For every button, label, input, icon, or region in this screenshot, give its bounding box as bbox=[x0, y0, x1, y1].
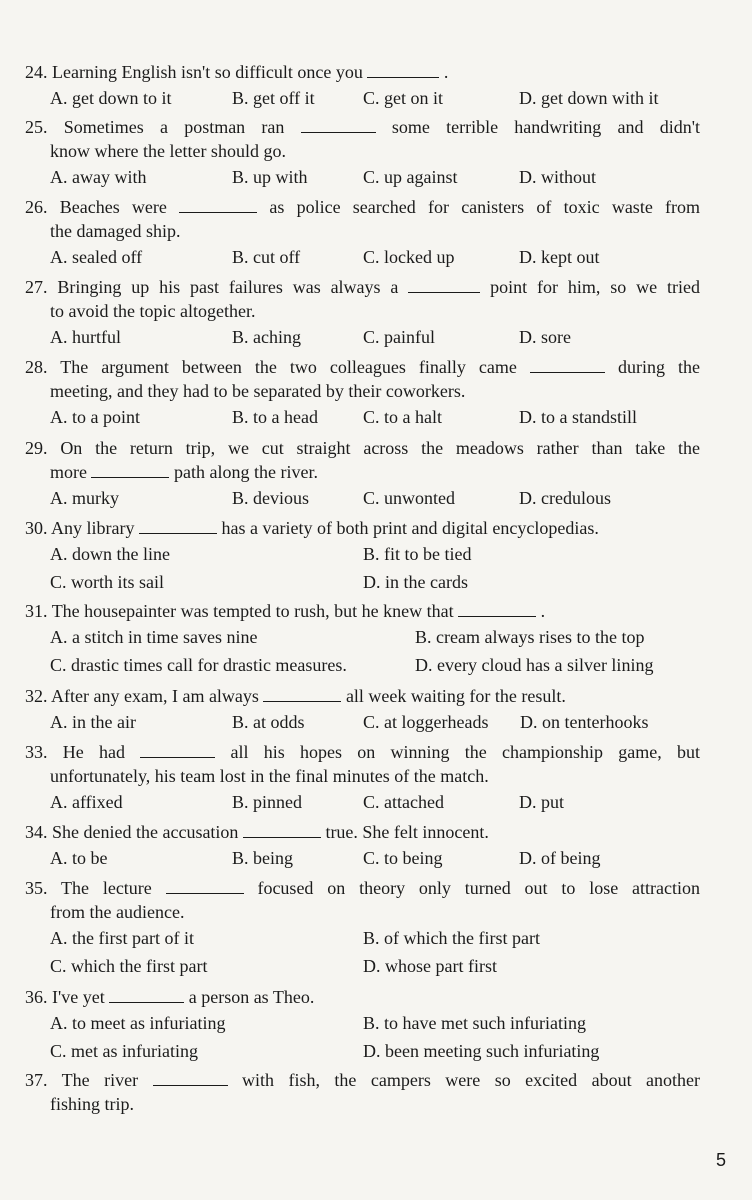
option-a[interactable]: A. the first part of it bbox=[50, 928, 194, 948]
question-text-continued: the damaged ship. bbox=[50, 221, 181, 241]
option-b[interactable]: B. devious bbox=[232, 488, 310, 508]
question-text: Sometimes a postman ran bbox=[63, 117, 285, 137]
question-text: focused on theory only turned out to lose attraction bbox=[257, 878, 700, 898]
option-b[interactable]: B. to a head bbox=[232, 407, 318, 427]
option-d[interactable]: D. get down with it bbox=[519, 88, 659, 108]
question-text: a person as Theo. bbox=[188, 987, 315, 1007]
option-c[interactable]: C. to being bbox=[363, 848, 443, 868]
question-text: The argument between the two colleagues finally came bbox=[60, 357, 517, 377]
question-number: 29. bbox=[25, 438, 48, 458]
option-c[interactable]: C. locked up bbox=[363, 247, 455, 267]
option-a[interactable]: A. to meet as infuriating bbox=[50, 1013, 226, 1033]
option-c[interactable]: C. attached bbox=[363, 792, 444, 812]
option-b[interactable]: B. of which the first part bbox=[363, 928, 540, 948]
question-text: I've yet bbox=[52, 987, 105, 1007]
option-a[interactable]: A. away with bbox=[50, 167, 147, 187]
question-text: The housepainter was tempted to rush, but he knew that bbox=[51, 601, 454, 621]
option-b[interactable]: B. at odds bbox=[232, 712, 305, 732]
option-b[interactable]: B. cream always rises to the top bbox=[415, 627, 645, 647]
option-b[interactable]: B. fit to be tied bbox=[363, 544, 472, 564]
question-29 bbox=[25, 436, 700, 512]
question-text: He had bbox=[62, 742, 125, 762]
question-text: On the return trip, we cut straight across the meadows rather than take the bbox=[60, 438, 701, 458]
question-number: 35. bbox=[25, 878, 48, 898]
question-text-continued: to avoid the topic altogether. bbox=[50, 301, 256, 321]
option-d[interactable]: D. in the cards bbox=[363, 572, 468, 592]
answer-blank[interactable] bbox=[166, 879, 244, 894]
option-a[interactable]: A. affixed bbox=[50, 792, 123, 812]
question-text-continued: path along the river. bbox=[173, 462, 318, 482]
option-a[interactable]: A. a stitch in time saves nine bbox=[50, 627, 258, 647]
option-a[interactable]: A. to be bbox=[50, 848, 108, 868]
question-text: Learning English isn't so difficult once you bbox=[52, 62, 363, 82]
answer-blank[interactable] bbox=[243, 823, 321, 838]
option-b[interactable]: B. being bbox=[232, 848, 293, 868]
question-number: 27. bbox=[25, 277, 48, 297]
option-d[interactable]: D. without bbox=[519, 167, 597, 187]
question-text: with fish, the campers were so excited about another bbox=[242, 1070, 701, 1090]
question-text: Bringing up his past failures was always a bbox=[57, 277, 399, 297]
question-24 bbox=[25, 60, 700, 112]
option-d[interactable]: D. whose part first bbox=[363, 956, 497, 976]
option-c[interactable]: C. met as infuriating bbox=[50, 1041, 198, 1061]
question-number: 28. bbox=[25, 357, 48, 377]
option-c[interactable]: C. drastic times call for drastic measures. bbox=[50, 655, 347, 675]
option-a[interactable]: A. sealed off bbox=[50, 247, 143, 267]
question-text-continued: know where the letter should go. bbox=[50, 141, 286, 161]
option-b[interactable]: B. up with bbox=[232, 167, 308, 187]
question-27 bbox=[25, 275, 700, 351]
question-text: some terrible handwriting and didn't bbox=[391, 117, 700, 137]
option-c[interactable]: C. worth its sail bbox=[50, 572, 165, 592]
question-37 bbox=[25, 1068, 700, 1116]
option-c[interactable]: C. which the first part bbox=[50, 956, 208, 976]
option-c[interactable]: C. painful bbox=[363, 327, 435, 347]
answer-blank[interactable] bbox=[408, 278, 480, 293]
question-31 bbox=[25, 599, 700, 679]
option-d[interactable]: D. every cloud has a silver lining bbox=[415, 655, 654, 675]
question-number: 36. bbox=[25, 987, 48, 1007]
question-34 bbox=[25, 820, 700, 872]
question-number: 30. bbox=[25, 518, 48, 538]
question-text-continued: unfortunately, his team lost in the final minutes of the match. bbox=[50, 766, 489, 786]
question-text: has a variety of both print and digital encyclopedias. bbox=[221, 518, 599, 538]
question-text: . bbox=[443, 62, 449, 82]
answer-blank[interactable] bbox=[91, 463, 169, 478]
answer-blank[interactable] bbox=[458, 602, 536, 617]
question-number: 25. bbox=[25, 117, 48, 137]
question-25 bbox=[25, 115, 700, 191]
option-b[interactable]: B. pinned bbox=[232, 792, 302, 812]
question-number: 24. bbox=[25, 62, 48, 82]
option-b[interactable]: B. aching bbox=[232, 327, 301, 347]
question-text: After any exam, I am always bbox=[51, 686, 259, 706]
page-number: 5 bbox=[716, 1150, 727, 1170]
option-b[interactable]: B. to have met such infuriating bbox=[363, 1013, 586, 1033]
question-text: all his hopes on winning the championship game, but bbox=[230, 742, 701, 762]
option-d[interactable]: D. on tenterhooks bbox=[520, 712, 649, 732]
question-text: all week waiting for the result. bbox=[345, 686, 566, 706]
option-b[interactable]: B. cut off bbox=[232, 247, 301, 267]
question-number: 31. bbox=[25, 601, 48, 621]
question-text: . bbox=[540, 601, 546, 621]
question-text: Any library bbox=[51, 518, 135, 538]
answer-blank[interactable] bbox=[179, 198, 257, 213]
question-text-continued: from the audience. bbox=[50, 902, 185, 922]
option-a[interactable]: A. in the air bbox=[50, 712, 136, 732]
question-28 bbox=[25, 355, 700, 431]
question-text: during the bbox=[617, 357, 700, 377]
option-d[interactable]: D. kept out bbox=[519, 247, 600, 267]
answer-blank[interactable] bbox=[109, 988, 184, 1003]
option-d[interactable]: D. to a standstill bbox=[519, 407, 637, 427]
answer-blank[interactable] bbox=[301, 118, 376, 133]
question-number: 33. bbox=[25, 742, 48, 762]
question-text-continued: more bbox=[50, 462, 87, 482]
question-26 bbox=[25, 195, 700, 271]
answer-blank[interactable] bbox=[139, 519, 217, 534]
option-b[interactable]: B. get off it bbox=[232, 88, 315, 108]
option-d[interactable]: D. been meeting such infuriating bbox=[363, 1041, 600, 1061]
option-a[interactable]: A. get down to it bbox=[50, 88, 172, 108]
option-c[interactable]: C. unwonted bbox=[363, 488, 455, 508]
question-36 bbox=[25, 985, 700, 1065]
option-c[interactable]: C. up against bbox=[363, 167, 458, 187]
question-33 bbox=[25, 740, 700, 816]
option-a[interactable]: A. murky bbox=[50, 488, 119, 508]
option-a[interactable]: A. hurtful bbox=[50, 327, 121, 347]
option-a[interactable]: A. to a point bbox=[50, 407, 140, 427]
question-number: 26. bbox=[25, 197, 48, 217]
answer-blank[interactable] bbox=[140, 743, 215, 758]
question-number: 32. bbox=[25, 686, 48, 706]
question-text: as police searched for canisters of toxic waste from bbox=[269, 197, 701, 217]
question-number: 34. bbox=[25, 822, 48, 842]
option-c[interactable]: C. to a halt bbox=[363, 407, 442, 427]
question-text-continued: fishing trip. bbox=[50, 1094, 134, 1114]
option-c[interactable]: C. at loggerheads bbox=[363, 712, 489, 732]
question-text: The lecture bbox=[61, 878, 152, 898]
question-text: true. She felt innocent. bbox=[325, 822, 489, 842]
question-30 bbox=[25, 516, 700, 596]
answer-blank[interactable] bbox=[263, 687, 341, 702]
question-35 bbox=[25, 876, 700, 980]
question-text: She denied the accusation bbox=[52, 822, 239, 842]
option-a[interactable]: A. down the line bbox=[50, 544, 170, 564]
answer-blank[interactable] bbox=[367, 63, 439, 78]
option-c[interactable]: C. get on it bbox=[363, 88, 443, 108]
option-d[interactable]: D. of being bbox=[519, 848, 601, 868]
question-number: 37. bbox=[25, 1070, 48, 1090]
question-text: The river bbox=[61, 1070, 139, 1090]
question-text-continued: meeting, and they had to be separated by their coworkers. bbox=[50, 381, 466, 401]
answer-blank[interactable] bbox=[530, 358, 605, 373]
answer-blank[interactable] bbox=[153, 1071, 228, 1086]
option-d[interactable]: D. put bbox=[519, 792, 564, 812]
option-d[interactable]: D. sore bbox=[519, 327, 571, 347]
question-text: Beaches were bbox=[59, 197, 167, 217]
question-32 bbox=[25, 684, 700, 736]
option-d[interactable]: D. credulous bbox=[519, 488, 611, 508]
question-text: point for him, so we tried bbox=[490, 277, 700, 297]
